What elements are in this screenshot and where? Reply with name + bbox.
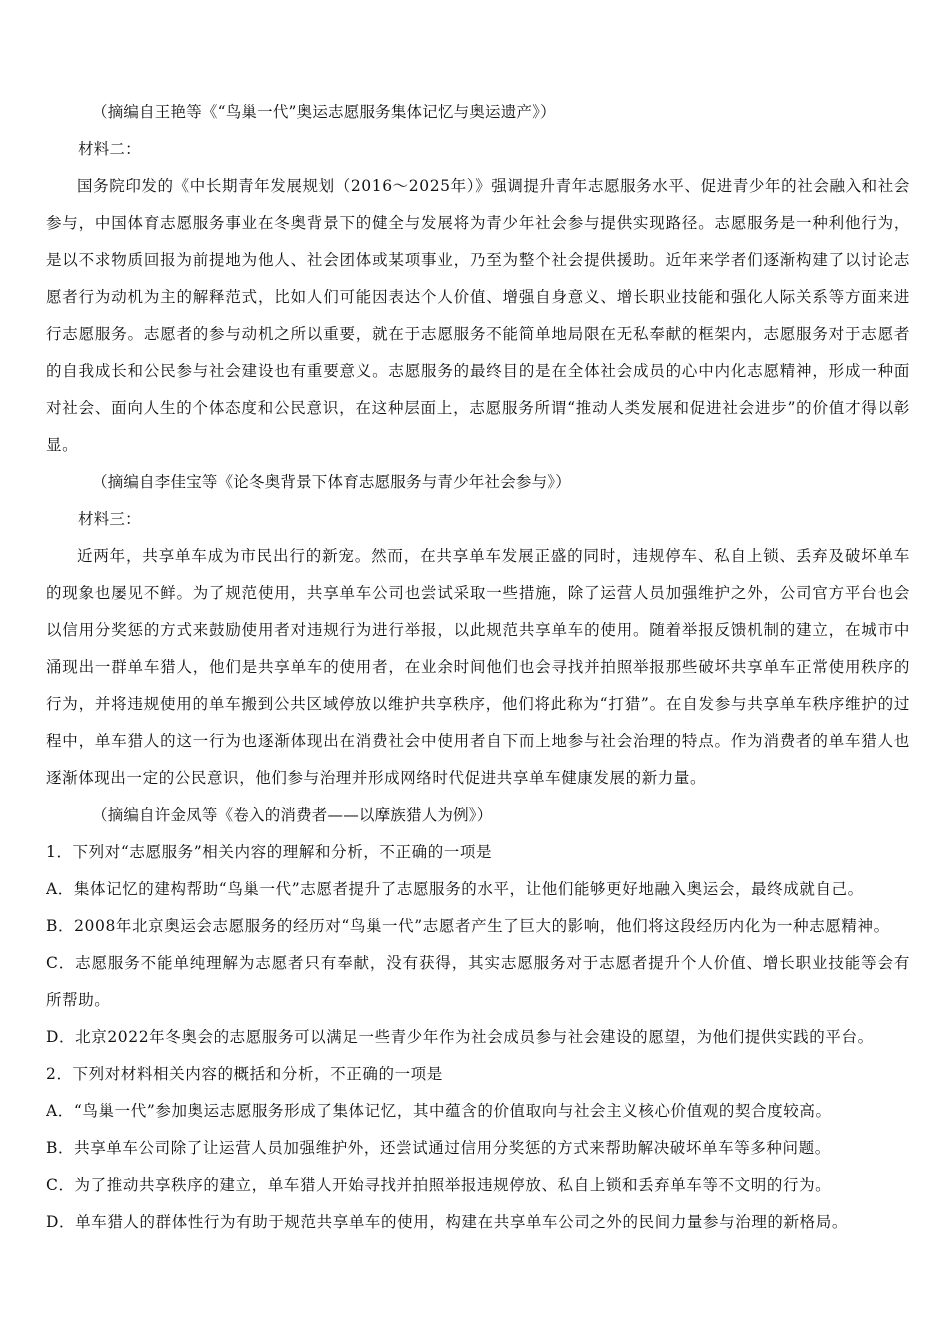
material2-body: 国务院印发的《中长期青年发展规划（2016～2025年）》强调提升青年志愿服务水平、促进青少年的社会融入和社会参与，中国体育志愿服务事业在冬奥背景下的健全与发展将为青少年社会参与提供实现路径。志愿服务是一种利他行为，是以不求物质回报为前提地为他人、社会团体或某项事业，乃至为整个社会提供援助。近年来学者们逐渐构建了以讨论志愿者行为动机为主的解释范式，比如人们可能因表达个人价值、增强自身意义、增长职业技能和强化人际关系等方面来进行志愿服务。志愿者的参与动机之所以重要，就在于志愿服务不能简单地局限在无私奉献的框架内，志愿服务对于志愿者的自我成长和公民参与社会建设也有重要意义。志愿服务的最终目的是在全体社会成员的心中内化志愿精神，形成一种面对社会、面向人生的个体态度和公民意识，在这种层面上，志愿服务所谓“推动人类发展和促进社会进步”的价值才得以彰显。 (46, 177, 910, 454)
material2-label: 材料二： (78, 140, 141, 158)
question2-option-d: D．单车猎人的群体性行为有助于规范共享单车的使用，构建在共享单车公司之外的民间力量参与治理的新格局。 (46, 1213, 848, 1231)
document-page (46, 94, 910, 1241)
question1-option-b: B．2008年北京奥运会志愿服务的经历对“鸟巢一代”志愿者产生了巨大的影响，他们将这段经历内化为一种志愿精神。 (46, 917, 890, 935)
material3-label: 材料三： (78, 510, 141, 528)
question2-option-b: B．共享单车公司除了让运营人员加强维护外，还尝试通过信用分奖惩的方式来帮助解决破坏单车等多种问题。 (46, 1139, 831, 1157)
question1-stem: 1．下列对“志愿服务”相关内容的理解和分析，不正确的一项是 (46, 843, 493, 861)
material3-source: （摘编自许金凤等《卷入的消费者——以摩族猎人为例》） (92, 806, 493, 824)
question1-option-a: A．集体记忆的建构帮助“鸟巢一代”志愿者提升了志愿服务的水平，让他们能够更好地融入奥运会，最终成就自己。 (46, 880, 864, 898)
question2-stem: 2．下列对材料相关内容的概括和分析，不正确的一项是 (46, 1065, 443, 1083)
question2-option-a: A．“鸟巢一代”参加奥运志愿服务形成了集体记忆，其中蕴含的价值取向与社会主义核心价值观的契合度较高。 (46, 1102, 832, 1120)
question2-option-c: C．为了推动共享秩序的建立，单车猎人开始寻找并拍照举报违规停放、私自上锁和丢弃单车等不文明的行为。 (46, 1176, 832, 1194)
question1-option-d: D．北京2022年冬奥会的志愿服务可以满足一些青少年作为社会成员参与社会建设的愿望，为他们提供实践的平台。 (46, 1028, 874, 1046)
material3-body: 近两年，共享单车成为市民出行的新宠。然而，在共享单车发展正盛的同时，违规停车、私自上锁、丢弃及破坏单车的现象也屡见不鲜。为了规范使用，共享单车公司也尝试采取一些措施，除了运营人员加强维护之外，公司官方平台也会以信用分奖惩的方式来鼓励使用者对违规行为进行举报，以此规范共享单车的使用。随着举报反馈机制的建立，在城市中涌现出一群单车猎人，他们是共享单车的使用者，在业余时间他们也会寻找并拍照举报那些破坏共享单车正常使用秩序的行为，并将违规使用的单车搬到公共区域停放以维护共享秩序，他们将此称为“打猎”。在自发参与共享单车秩序维护的过程中，单车猎人的这一行为也逐渐体现出在消费社会中使用者自下而上地参与社会治理的特点。作为消费者的单车猎人也逐渐体现出一定的公民意识，他们参与治理并形成网络时代促进共享单车健康发展的新力量。 (46, 547, 910, 787)
question1-option-c: C．志愿服务不能单纯理解为志愿者只有奉献，没有获得，其实志愿服务对于志愿者提升个人价值、增长职业技能等会有所帮助。 (46, 954, 910, 1009)
material1-source: （摘编自王艳等《“鸟巢一代”奥运志愿服务集体记忆与奥运遗产》） (92, 103, 556, 121)
material2-source: （摘编自李佳宝等《论冬奥背景下体育志愿服务与青少年社会参与》） (92, 473, 571, 491)
